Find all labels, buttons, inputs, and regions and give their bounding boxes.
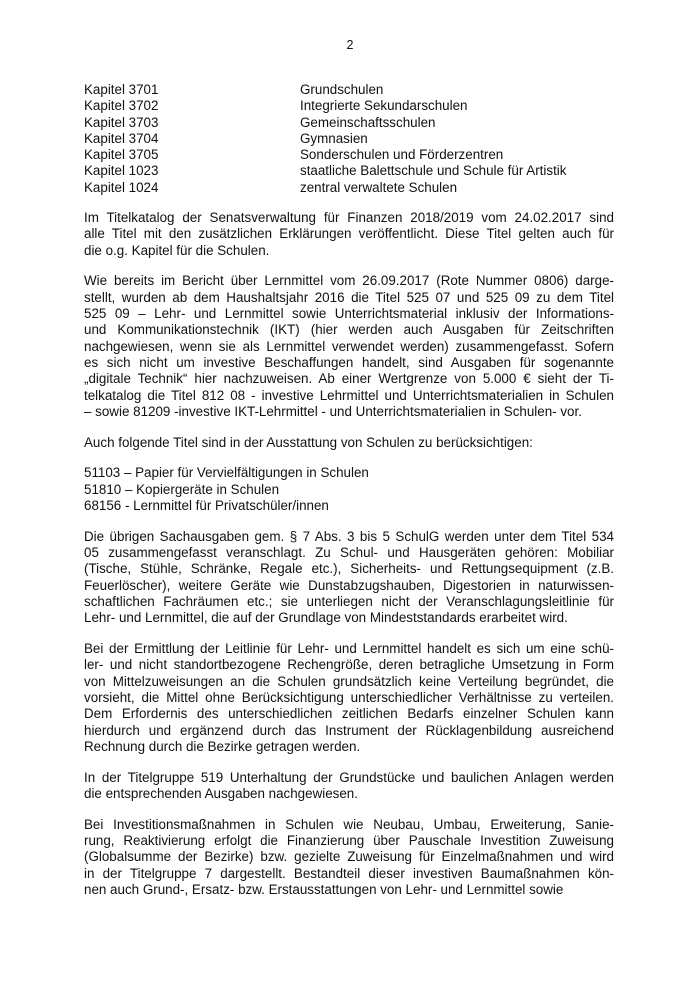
paragraph <box>84 641 614 755</box>
text-line: die o.g. Kapitel für die Schulen. <box>84 242 270 258</box>
chapter-row <box>84 163 614 179</box>
paragraph <box>84 210 614 259</box>
text-line: 525 09 – Lehr- und Lernmittel sowie Unterrichtsmaterial inklusiv der Informations- <box>84 306 614 322</box>
text-line: die entsprechenden Ausgaben nachgewiesen. <box>84 785 358 801</box>
chapter-name: Sonderschulen und Förderzentren <box>300 147 504 163</box>
text-line: Lehr- und Lernmittel, die auf der Grundlage von Mindeststandards erarbeitet wird. <box>84 610 568 626</box>
text-line: alle Titel mit den zusätzlichen Erklärungen veröffentlicht. Diese Titel gelten auch für <box>84 226 614 242</box>
chapter-row <box>84 115 614 131</box>
text-line: Im Titelkatalog der Senatsverwaltung für Finanzen 2018/2019 vom 24.02.2017 sind <box>84 210 614 226</box>
title-list-item: 51810 – Kopiergeräte in Schulen <box>84 481 280 497</box>
text-line: Rechnung durch die Bezirke getragen werden. <box>84 738 361 754</box>
chapter-name: zentral verwaltete Schulen <box>300 179 458 195</box>
chapter-name: Gymnasien <box>300 130 368 146</box>
text-line: (Globalsumme der Bezirke) bzw. gezielte Zuweisung für Einzelmaßnahmen und wird <box>84 849 614 865</box>
text-line: Bei der Ermittlung der Leitlinie für Lehr- und Lernmittel handelt es sich um eine schü- <box>84 641 614 657</box>
text-line: Feuerlöscher), weitere Geräte wie Dunstabzugshauben, Digestorien in naturwissen- <box>84 577 614 593</box>
chapter-row <box>84 147 614 163</box>
chapter-name: staatliche Balettschule und Schule für Artistik <box>300 163 567 179</box>
paragraph <box>84 529 614 627</box>
chapter-list <box>84 82 614 196</box>
title-list-item: 51103 – Papier für Vervielfältigungen in Schulen <box>84 465 369 481</box>
text-line: (Tische, Stühle, Schränke, Regale etc.), Sicherheits- und Rettungsequipment (z.B. <box>84 561 614 577</box>
chapter-row <box>84 82 614 98</box>
paragraph <box>84 273 614 420</box>
text-line: nen auch Grund-, Ersatz- bzw. Erstausstattungen von Lehr- und Lernmittel sowie <box>84 881 564 897</box>
chapter-code: Kapitel 1024 <box>84 179 159 195</box>
text-line: In der Titelgruppe 519 Unterhaltung der Grundstücke und baulichen Anlagen werden <box>84 769 614 785</box>
text-line: in der Titelgruppe 7 dargestellt. Bestandteil dieser investiven Baumaßnahmen kön- <box>84 865 614 881</box>
page-number: 2 <box>346 38 354 52</box>
chapter-code: Kapitel 3701 <box>84 82 159 97</box>
text-line: es sich nicht um investive Beschaffungen handelt, sind Ausgaben für sogenannte <box>84 354 614 370</box>
paragraph <box>84 435 614 451</box>
title-list-item: 68156 - Lernmittel für Privatschüler/innen <box>84 498 329 514</box>
chapter-code: Kapitel 3704 <box>84 130 159 146</box>
text-line: vorsieht, die Mittel ohne Berücksichtigung unterschiedlicher Verhältnisse zu verteilen. <box>84 690 614 705</box>
text-line: schaftlichen Fachräumen etc.; sie unterliegen nicht der Veranschlagungsleitlinie für <box>84 594 614 610</box>
text-line: von Mittelzuweisungen an die Schulen grundsätzlich keine Verteilung begründet, die <box>84 673 614 689</box>
text-line: rung, Reaktivierung erfolgt die Finanzierung über Pauschale Investition Zuweisung <box>84 833 614 849</box>
text-line: Auch folgende Titel sind in der Ausstattung von Schulen zu berücksichtigen: <box>84 434 533 450</box>
chapter-code: Kapitel 3705 <box>84 147 159 163</box>
text-line: hierdurch und ergänzend durch das Instrument der Rücklagenbildung ausreichend <box>84 722 614 738</box>
chapter-code: Kapitel 1023 <box>84 163 159 179</box>
chapter-name: Grundschulen <box>300 82 384 97</box>
text-line: Die übrigen Sachausgaben gem. § 7 Abs. 3 bis 5 SchulG werden unter dem Titel 534 <box>84 528 614 544</box>
text-line: stellt, wurden ab dem Haushaltsjahr 2016 die Titel 525 07 und 525 09 zu dem Titel <box>84 289 614 305</box>
text-line: nachgewiesen, wenn sie als Lernmittel verwendet werden) zusammengefasst. Sofern <box>84 338 614 354</box>
chapter-code: Kapitel 3702 <box>84 98 159 114</box>
chapter-row <box>84 131 614 147</box>
text-line: Wie bereits im Bericht über Lernmittel vom 26.09.2017 (Rote Nummer 0806) darge- <box>84 273 614 289</box>
chapter-name: Integrierte Sekundarschulen <box>300 98 468 114</box>
chapter-row <box>84 180 614 196</box>
text-line: telkatalog die Titel 812 08 - investive Lehrmittel und Unterrichtsmaterialien in Schulen <box>84 387 614 403</box>
document-body <box>84 82 614 913</box>
paragraph <box>84 817 614 898</box>
text-block-1 <box>84 210 614 451</box>
chapter-row <box>84 98 614 114</box>
chapter-name: Gemeinschaftsschulen <box>300 114 436 130</box>
text-line: „digitale Technik“ hier nachzuweisen. Ab einer Wertgrenze von 5.000 € sieht der Ti- <box>84 371 614 387</box>
text-line: 05 zusammengefasst veranschlagt. Zu Schul- und Hausgeräten gehören: Mobiliar <box>84 545 614 561</box>
paragraph <box>84 770 614 803</box>
text-line: und Kommunikationstechnik (IKT) (hier werden auch Ausgaben für Zeitschriften <box>84 322 614 338</box>
text-block-2 <box>84 529 614 898</box>
text-line: Bei Investitionsmaßnahmen in Schulen wie Neubau, Umbau, Erweiterung, Sanie- <box>84 816 614 832</box>
chapter-code: Kapitel 3703 <box>84 114 159 130</box>
titles-list <box>84 465 614 514</box>
text-line: ler- und nicht standortbezogene Rechengröße, deren betragliche Umsetzung in Form <box>84 657 614 673</box>
text-line: – sowie 81209 -investive IKT-Lehrmittel - und Unterrichtsmaterialien in Schulen- vor. <box>84 403 582 419</box>
text-line: Dem Erfordernis des unterschiedlichen zeitlichen Bedarfs einzelner Schulen kann <box>84 706 614 722</box>
